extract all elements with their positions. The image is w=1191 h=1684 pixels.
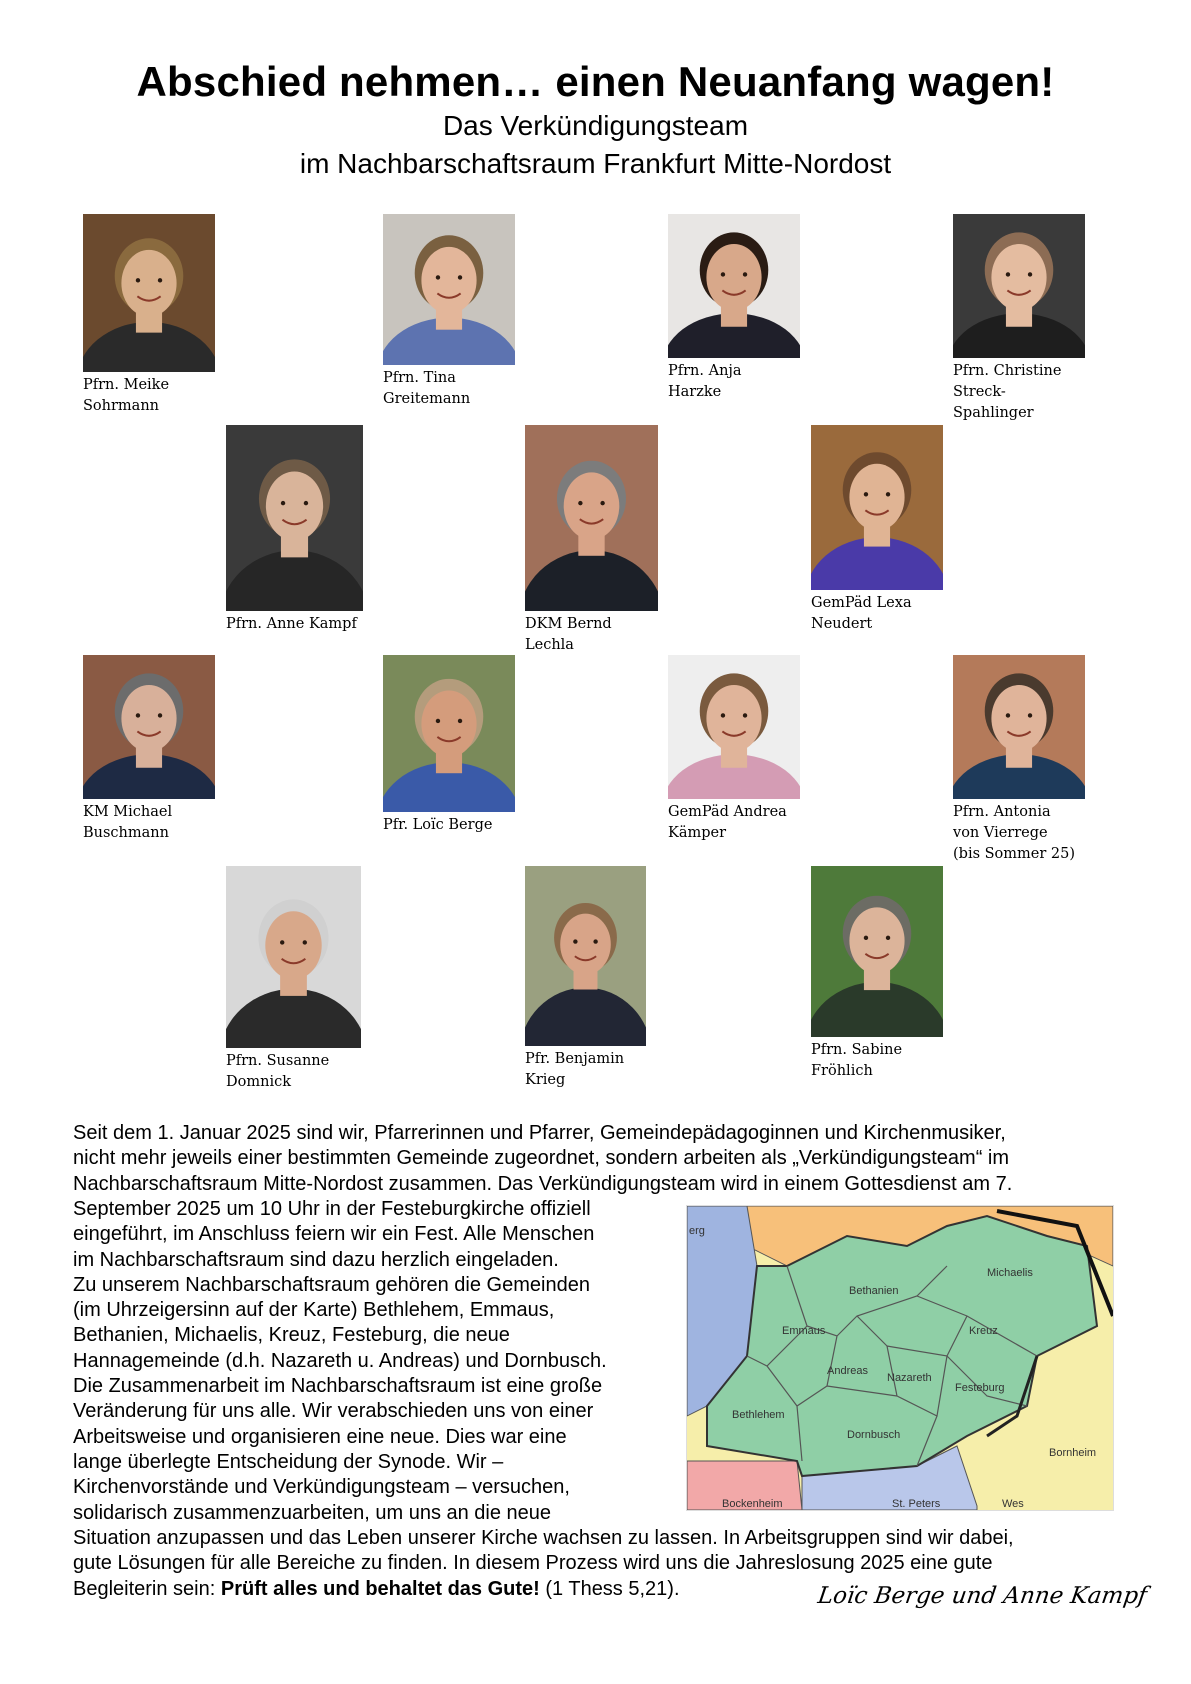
team-member bbox=[668, 655, 800, 844]
text-line: Arbeitsweise und organisieren eine neue. Dies war eine bbox=[73, 1425, 567, 1448]
team-member bbox=[953, 214, 1085, 424]
map-label: Michaelis bbox=[987, 1267, 1033, 1279]
text-line: (im Uhrzeigersinn auf der Karte) Bethlehem, Emmaus, bbox=[73, 1299, 555, 1322]
caption-line: Krieg bbox=[525, 1072, 566, 1088]
caption-line: Kämper bbox=[668, 825, 727, 841]
portrait-photo bbox=[668, 655, 800, 799]
caption-line: DKM Bernd bbox=[525, 616, 612, 632]
portrait-photo bbox=[953, 214, 1085, 358]
portrait-photo bbox=[83, 214, 215, 372]
portrait-photo bbox=[811, 866, 943, 1037]
caption-line: Neudert bbox=[811, 616, 873, 632]
team-member bbox=[383, 655, 515, 836]
portrait-caption bbox=[383, 368, 515, 410]
caption-line: Pfr. Loïc Berge bbox=[383, 817, 493, 833]
portrait-caption bbox=[83, 802, 215, 844]
portrait-caption bbox=[668, 361, 800, 403]
caption-line: von Vierrege bbox=[953, 825, 1048, 841]
team-member bbox=[525, 425, 658, 656]
text-line: gute Lösungen für alle Bereiche zu finden. In diesem Prozess wird uns die Jahreslosung 2025 eine gute bbox=[73, 1552, 993, 1575]
team-member bbox=[83, 214, 215, 417]
portrait-photo bbox=[668, 214, 800, 358]
caption-line: Harzke bbox=[668, 384, 722, 400]
text-line: Bethanien, Michaelis, Kreuz, Festeburg, die neue bbox=[73, 1324, 510, 1347]
portrait-photo bbox=[525, 425, 658, 611]
text-line: Nachbarschaftsraum Mitte-Nordost zusammen. Das Verkündigungsteam wird in einem Gottesdienst am 7. bbox=[73, 1172, 1013, 1195]
team-member bbox=[811, 425, 943, 635]
caption-line: GemPäd Andrea bbox=[668, 804, 787, 820]
caption-line: GemPäd Lexa bbox=[811, 595, 912, 611]
team-member bbox=[83, 655, 215, 844]
caption-line: Sohrmann bbox=[83, 398, 160, 414]
map-label: Wes bbox=[1002, 1498, 1024, 1510]
map-svg bbox=[687, 1206, 1113, 1510]
text-line: eingeführt, im Anschluss feiern wir ein Fest. Alle Menschen bbox=[73, 1223, 595, 1246]
team-member bbox=[525, 866, 646, 1091]
portrait-photo bbox=[383, 655, 515, 812]
text-line-last: Begleiterin sein: Prüft alles und behaltet das Gute! (1 Thess 5,21). bbox=[73, 1577, 680, 1600]
team-member bbox=[811, 866, 943, 1082]
text-line: Kirchenvorstände und Verkündigungsteam – versuchen, bbox=[73, 1476, 570, 1499]
caption-line: Greitemann bbox=[383, 391, 471, 407]
subtitle-line-2: im Nachbarschaftsraum Frankfurt Mitte-Nordost bbox=[299, 148, 892, 179]
map-label: erg bbox=[689, 1225, 705, 1237]
caption-line: Domnick bbox=[226, 1074, 291, 1090]
portrait-caption bbox=[226, 614, 363, 635]
portrait-caption bbox=[953, 802, 1085, 865]
map-label: Emmaus bbox=[782, 1325, 826, 1337]
map-label: Bethlehem bbox=[732, 1409, 785, 1421]
text-line: Zu unserem Nachbarschaftsraum gehören die Gemeinden bbox=[73, 1273, 590, 1296]
portrait-caption bbox=[953, 361, 1085, 424]
caption-line: Fröhlich bbox=[811, 1063, 873, 1079]
team-member bbox=[668, 214, 800, 403]
portrait-caption bbox=[525, 614, 658, 656]
portrait-caption bbox=[668, 802, 800, 844]
portrait-photo bbox=[953, 655, 1085, 799]
text-line: Veränderung für uns alle. Wir verabschieden uns von einer bbox=[73, 1400, 594, 1423]
caption-line: Pfr. Benjamin bbox=[525, 1051, 625, 1067]
map-label: Festeburg bbox=[955, 1382, 1005, 1394]
caption-line: Buschmann bbox=[83, 825, 169, 841]
map-label: Bornheim bbox=[1049, 1447, 1097, 1459]
portrait-caption bbox=[226, 1051, 361, 1093]
team-member bbox=[226, 425, 363, 635]
portrait-caption bbox=[811, 593, 943, 635]
map-label: Kreuz bbox=[969, 1325, 998, 1337]
caption-line: Pfrn. Tina bbox=[383, 370, 456, 386]
caption-line: Pfrn. Anja bbox=[668, 363, 742, 379]
map-label: Andreas bbox=[827, 1365, 868, 1377]
caption-line: Spahlinger bbox=[953, 405, 1034, 421]
portrait-photo bbox=[811, 425, 943, 590]
map-label: Dornbusch bbox=[847, 1429, 901, 1441]
portrait-photo bbox=[226, 866, 361, 1048]
caption-line: Pfrn. Anne Kampf bbox=[226, 616, 357, 632]
portrait-photo bbox=[383, 214, 515, 365]
text-line: September 2025 um 10 Uhr in der Festeburgkirche offiziell bbox=[73, 1198, 591, 1220]
parish-map bbox=[686, 1205, 1114, 1511]
subtitle-line-1: Das Verkündigungsteam bbox=[442, 110, 749, 141]
portrait-photo bbox=[525, 866, 646, 1046]
text-line: lange überlegte Entscheidung der Synode. Wir – bbox=[73, 1450, 504, 1473]
map-label: St. Peters bbox=[892, 1498, 941, 1510]
text-line: nicht mehr jeweils einer bestimmten Gemeinde zugeordnet, sondern arbeiten als „Verkündigungsteam“ im bbox=[73, 1147, 1010, 1170]
text-line: solidarisch zusammenzuarbeiten, um uns an die neue bbox=[73, 1501, 552, 1524]
signature: Loïc Berge und Anne Kampf bbox=[816, 1583, 1149, 1609]
middle-paragraph bbox=[73, 1197, 673, 1526]
caption-line: Lechla bbox=[525, 637, 574, 653]
caption-line: KM Michael bbox=[83, 804, 173, 820]
caption-line: Streck- bbox=[953, 384, 1006, 400]
portrait-caption bbox=[83, 375, 215, 417]
text-line: Situation anzupassen und das Leben unserer Kirche wachsen zu lassen. In Arbeitsgruppen sind wir dabei, bbox=[73, 1527, 1014, 1549]
intro-paragraph bbox=[73, 1121, 1123, 1197]
jahreslosung-quote: Prüft alles und behaltet das Gute! bbox=[220, 1577, 540, 1600]
portrait-photo bbox=[83, 655, 215, 799]
team-member bbox=[383, 214, 515, 410]
text-line: Hannagemeinde (d.h. Nazareth u. Andreas) und Dornbusch. bbox=[73, 1349, 607, 1372]
map-label: Nazareth bbox=[887, 1372, 932, 1384]
text-line: Die Zusammenarbeit im Nachbarschaftsraum ist eine große bbox=[73, 1375, 603, 1398]
caption-line: Pfrn. Antonia bbox=[953, 804, 1051, 820]
team-member bbox=[226, 866, 361, 1093]
portrait-caption bbox=[383, 815, 515, 836]
caption-line: Pfrn. Susanne bbox=[226, 1053, 330, 1069]
text-line: im Nachbarschaftsraum sind dazu herzlich eingeladen. bbox=[73, 1248, 559, 1271]
page-title: Abschied nehmen… einen Neuanfang wagen! bbox=[136, 58, 1055, 105]
caption-line: Pfrn. Meike bbox=[83, 377, 170, 393]
map-label: Bethanien bbox=[849, 1285, 899, 1297]
caption-line: Pfrn. Christine bbox=[953, 363, 1062, 379]
caption-line: (bis Sommer 25) bbox=[953, 846, 1076, 862]
map-label: Bockenheim bbox=[722, 1498, 783, 1510]
text-line: Seit dem 1. Januar 2025 sind wir, Pfarrerinnen und Pfarrer, Gemeindepädagoginnen und Kirchenmusiker, bbox=[73, 1122, 1006, 1144]
caption-line: Pfrn. Sabine bbox=[811, 1042, 903, 1058]
portrait-caption bbox=[811, 1040, 943, 1082]
portrait-caption bbox=[525, 1049, 646, 1091]
portrait-photo bbox=[226, 425, 363, 611]
team-member bbox=[953, 655, 1085, 865]
